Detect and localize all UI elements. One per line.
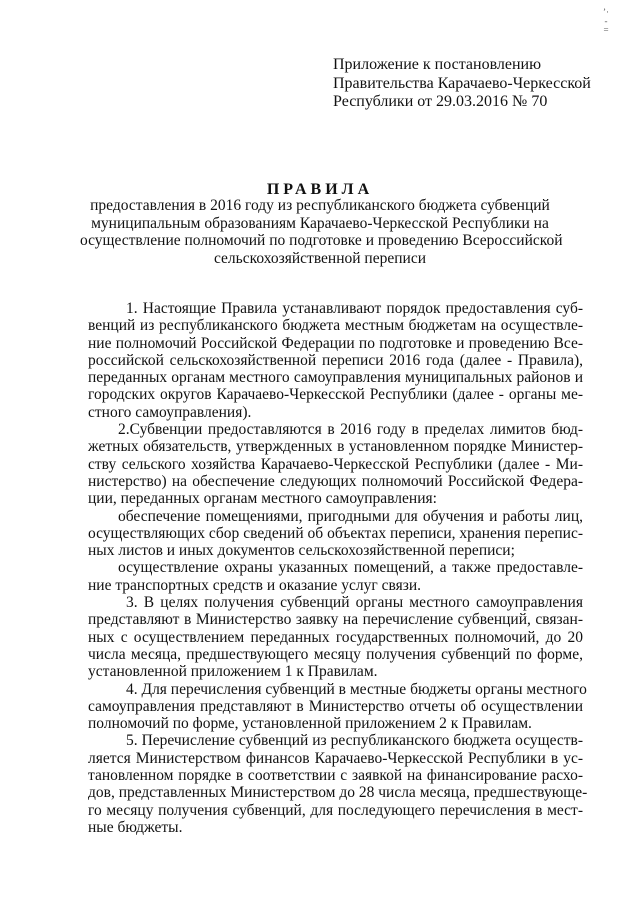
paragraph-line: установленной приложением 1 к Правилам.: [88, 663, 378, 681]
corner-mark: [602, 8, 610, 35]
paragraph-line: городских округов Карачаево-Черкесской Республики (далее - органы ме-: [88, 386, 583, 404]
appendix-line: Правительства Карачаево-Черкесской: [333, 74, 591, 92]
paragraph-line: 5. Перечисление субвенций из республиканского бюджета осуществ-: [126, 732, 583, 750]
paragraph-2: [88, 421, 583, 507]
paragraph-line: ции, переданных органам местного самоуправления:: [88, 490, 437, 508]
paragraph-line: обеспечение помещениями, пригодными для обучения и работы лиц,: [118, 507, 583, 525]
paragraph-line: самоуправления представляют в Министерство отчеты об осуществлении: [88, 697, 583, 715]
paragraph-line: ние транспортных средств и оказание услуг связи.: [88, 576, 422, 594]
paragraph-line: осуществляющих сбор сведений об объектах переписи, хранения перепис-: [88, 524, 583, 542]
paragraph-line: 2.Субвенции предоставляются в 2016 году в пределах лимитов бюд-: [118, 421, 583, 439]
paragraph-line: ных с осуществлением переданных государственных полномочий, до 20: [88, 628, 583, 646]
appendix-line: Республики от 29.03.2016 № 70: [333, 93, 548, 110]
paragraph-4: [88, 680, 587, 733]
paragraph-line: ляется Министерством финансов Карачаево-Черкесской Республики в ус-: [88, 749, 583, 767]
subtitle-line: осуществление полномочий по подготовке и проведению Всероссийской: [80, 232, 563, 249]
subtitle-line: сельскохозяйственной переписи: [213, 249, 427, 267]
paragraph-line: стного самоуправления).: [88, 403, 252, 421]
subtitle-line: предоставления в 2016 году из республиканского бюджета субвенций: [90, 197, 550, 214]
paragraph-line: полномочий по форме, установленной приложением 2 к Правилам.: [88, 715, 532, 733]
paragraph-line: переданных органам местного самоуправления муниципальных районов и: [88, 369, 583, 387]
paragraph-line: российской сельскохозяйственной переписи 2016 года (далее - Правила),: [88, 351, 583, 369]
paragraph-line: осуществление охраны указанных помещений, а также предоставле-: [118, 559, 583, 577]
paragraph-line: нистерство) на обеспечение следующих полномочий Российской Федера-: [88, 472, 583, 490]
paragraph-2-item-2: [88, 559, 583, 594]
paragraph-line: ству сельского хозяйства Карачаево-Черкесской Республики (далее - Ми-: [88, 455, 583, 473]
paragraph-line: 3. В целях получения субвенций органы местного самоуправления: [126, 594, 583, 612]
document-body: [88, 300, 588, 836]
paragraph-5: [88, 732, 588, 836]
paragraph-line: 4. Для перечисления субвенций в местные бюджеты органы местного: [126, 680, 587, 698]
document-subtitle: [80, 197, 563, 267]
paragraph-line: тановленном порядке в соответствии с заявкой на финансирование расхо-: [88, 767, 583, 785]
subtitle-line: муниципальным образованиям Карачаево-Черкесской Республики на: [91, 214, 549, 232]
paragraph-line: представляют в Министерство заявку на перечисление субвенций, связан-: [88, 611, 583, 629]
paragraph-line: дов, представленных Министерством до 28 числа месяца, предшествующе-: [88, 784, 588, 802]
paragraph-1: [88, 300, 583, 421]
paragraph-line: 1. Настоящие Правила устанавливают порядок предоставления суб-: [126, 300, 583, 317]
document-title: ПРАВИЛА: [266, 181, 374, 198]
paragraph-line: ных листов и иных документов сельскохозяйственной переписи;: [88, 542, 515, 560]
corner-mark-text: ʼ​·​-​=: [603, 7, 609, 35]
paragraph-2-item-1: [88, 508, 583, 560]
paragraph-3: [88, 594, 583, 680]
paragraph-line: ные бюджеты.: [88, 818, 183, 836]
paragraph-line: числа месяца, предшествующего месяцу получения субвенций по форме,: [88, 645, 583, 663]
paragraph-line: ние полномочий Российской Федерации по подготовке и проведению Все-: [88, 334, 583, 352]
appendix-header: [333, 56, 623, 112]
paragraph-line: венций из республиканского бюджета местным бюджетам на осуществле-: [88, 317, 583, 335]
paragraph-line: го месяцу получения субвенций, для последующего перечисления в мест-: [88, 801, 583, 819]
paragraph-line: жетных обязательств, утвержденных в установленном порядке Министер-: [88, 438, 583, 456]
appendix-line: Приложение к постановлению: [333, 56, 542, 73]
